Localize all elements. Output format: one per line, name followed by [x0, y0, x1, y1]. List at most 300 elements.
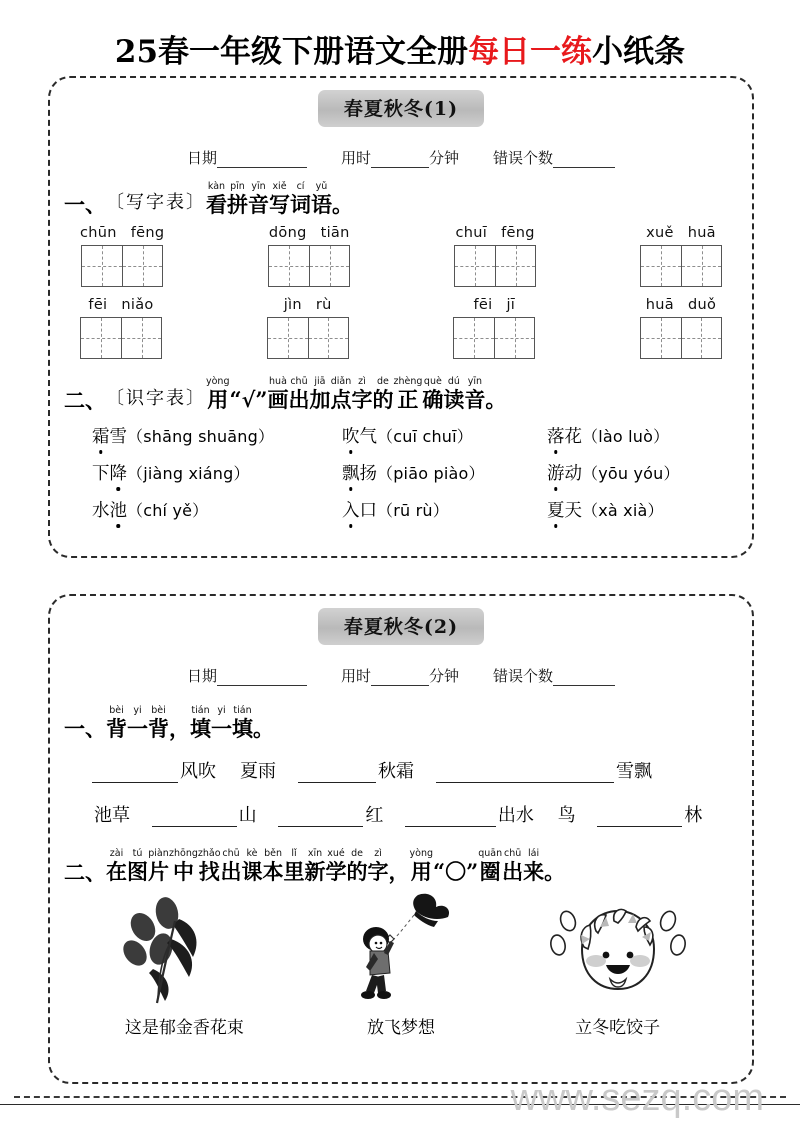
ruby-char [148, 848, 169, 885]
tianzige-row-1 [50, 225, 752, 287]
target-word [92, 497, 127, 522]
errors-field [493, 147, 615, 168]
title-highlight: 每日一练 [468, 34, 593, 70]
ruby-char [232, 706, 253, 739]
hanzi-char: 看 [206, 192, 227, 217]
time-label-2: 用时 [340, 667, 371, 685]
pinyin-annotation: yòng [409, 848, 434, 860]
word-pinyin [284, 297, 332, 313]
hanzi-char: 里 [283, 859, 305, 885]
ruby-char [127, 706, 148, 739]
pinyin-annotation: lái [528, 848, 540, 860]
ruby-char [148, 706, 169, 739]
pronunciation-row-1 [50, 423, 752, 448]
dotted-char: 入 [342, 497, 360, 522]
errors-label-2: 错误个数 [493, 667, 554, 685]
pinyin-syllable: niǎo [121, 297, 154, 314]
ruby-char [229, 377, 268, 413]
ruby-char [267, 376, 289, 413]
pinyin-syllable: rù [315, 297, 332, 314]
target-word [547, 497, 582, 522]
fill-row-text: 秋霜 [378, 761, 414, 783]
tianzige-box[interactable] [640, 245, 722, 287]
pinyin-annotation: dú [447, 376, 460, 388]
word-pinyin [473, 297, 515, 313]
title-prefix: 25春一年级下册语文全册 [114, 34, 469, 70]
pinyin-annotation: zài [109, 848, 124, 860]
pinyin-syllable: chūn [80, 225, 117, 242]
hanzi-char: 圈 [479, 859, 501, 885]
pinyin-annotation: chū [290, 376, 308, 388]
dotted-char: 落 [547, 423, 565, 448]
fill-row-text: 雪飘 [616, 761, 652, 783]
pronunciation-choice-item[interactable] [342, 423, 547, 448]
pinyin-syllable: huā [687, 225, 716, 242]
tianzige-square[interactable] [269, 246, 309, 286]
fill-row-text: 鸟 [557, 805, 576, 827]
picture-group [50, 889, 752, 1038]
ruby-char [190, 706, 211, 739]
answer-blank[interactable] [152, 810, 237, 827]
pinyin-annotation: zhōng [169, 848, 198, 860]
pinyin-annotation: zì [358, 376, 366, 388]
word-char: 口 [359, 500, 377, 521]
q2-tag: 〔识字表〕 [106, 387, 206, 408]
word-char: 花 [564, 426, 582, 447]
hanzi-char: 出 [502, 859, 524, 885]
date-field-2 [187, 665, 307, 686]
hanzi-char: 用 [207, 387, 229, 413]
hanzi-char: 找 [198, 859, 220, 885]
pinyin-syllable: fēng [501, 225, 535, 242]
ruby-char [241, 848, 263, 885]
word-pinyin [646, 225, 716, 241]
pinyin-annotation: yòng [206, 376, 230, 388]
dotted-char: 飘 [342, 460, 360, 485]
reading-options[interactable]: （rū rù） [377, 500, 449, 520]
sheet2-header [50, 608, 752, 645]
ruby-char [206, 182, 227, 215]
hanzi-char: 出 [220, 859, 242, 885]
pronunciation-row-3 [50, 497, 752, 522]
hanzi-char: 字 [367, 859, 389, 885]
hanzi-char: 在 [106, 859, 127, 885]
hanzi-char: 。 [485, 387, 507, 413]
answer-blank[interactable] [522, 766, 614, 783]
answer-blank[interactable] [278, 810, 363, 827]
errors-field-2 [493, 665, 615, 686]
pronunciation-choice-item[interactable] [342, 460, 547, 485]
pinyin-syllable: chuī [455, 225, 488, 242]
tianzige-square[interactable] [309, 246, 349, 286]
reading-options[interactable]: （lào luò） [582, 426, 670, 446]
ruby-char [288, 376, 310, 413]
pinyin-annotation: yīn [467, 376, 483, 388]
target-word [92, 460, 127, 485]
hanzi-char: 背 [148, 716, 169, 741]
pinyin-annotation: xīn [307, 848, 323, 860]
answer-blank[interactable] [405, 810, 496, 827]
tianzige-square[interactable] [454, 318, 494, 358]
title-suffix: 小纸条 [592, 34, 686, 70]
tianzige-box[interactable] [81, 245, 163, 287]
target-word [342, 460, 377, 485]
word-char: 气 [359, 426, 377, 447]
dotted-char: 池 [110, 497, 128, 522]
hanzi-char: 一 [211, 716, 232, 741]
hanzi-char: 拼 [227, 192, 248, 217]
tianzige-cell[interactable] [640, 297, 722, 359]
time-blank[interactable] [371, 154, 429, 168]
reading-options[interactable]: （yōu yóu） [582, 463, 680, 483]
date-blank[interactable] [217, 154, 307, 168]
ruby-char [262, 848, 284, 885]
pronunciation-choice-item[interactable] [547, 460, 680, 485]
tianzige-square[interactable] [494, 318, 534, 358]
pinyin-annotation: zhèng [393, 376, 423, 388]
hanzi-char: 音 [248, 192, 269, 217]
fill-row-text: 风吹 [180, 761, 216, 783]
pinyin-annotation: pīn [230, 181, 245, 192]
ruby-char [351, 376, 373, 413]
word-char: 扬 [359, 463, 377, 484]
tianzige-square[interactable] [681, 318, 721, 358]
hanzi-char: 的 [346, 859, 368, 885]
tianzige-square[interactable] [641, 246, 681, 286]
fill-row-text: 池草 [94, 805, 130, 827]
kite-flying-child-icon [306, 889, 496, 1009]
errors-blank-2[interactable] [553, 672, 615, 686]
ruby-char [388, 849, 410, 885]
word-pinyin [80, 225, 164, 241]
tianzige-square[interactable] [681, 246, 721, 286]
hanzi-char: “〇” [433, 859, 479, 885]
hanzi-char: 填 [232, 716, 253, 741]
pinyin-annotation: běn [264, 848, 282, 860]
pinyin-annotation: chū [503, 848, 522, 860]
tianzige-square[interactable] [81, 318, 121, 358]
pinyin-syllable: xuě [646, 225, 674, 242]
time-blank-2[interactable] [371, 672, 429, 686]
s2-q1-text-with-pinyin [106, 706, 274, 739]
dotted-char: 降 [110, 460, 128, 485]
errors-label: 错误个数 [493, 149, 554, 167]
sheet1-q2-heading [50, 376, 752, 413]
errors-blank[interactable] [553, 154, 615, 168]
hanzi-char: 画 [267, 387, 289, 413]
target-word [92, 423, 127, 448]
reading-options[interactable]: （shāng shuāng） [127, 426, 275, 446]
hanzi-char: 写 [269, 192, 290, 217]
tianzige-box[interactable] [454, 245, 536, 287]
page-title [0, 0, 800, 71]
worksheet-card-2 [48, 594, 754, 1084]
dotted-char: 游 [547, 460, 565, 485]
target-word [547, 423, 582, 448]
tianzige-cell[interactable] [80, 225, 164, 287]
tianzige-cell[interactable] [268, 225, 350, 287]
time-field-2 [341, 665, 459, 686]
tianzige-square[interactable] [308, 318, 348, 358]
tianzige-row-2 [50, 297, 752, 359]
hanzi-char: 语 [311, 192, 332, 217]
ruby-char [443, 376, 465, 413]
word-char: 下 [92, 463, 110, 484]
fill-blank-row-2 [50, 801, 752, 827]
pinyin-annotation: piàn [148, 848, 169, 860]
tianzige-square[interactable] [455, 246, 495, 286]
ruby-char [346, 848, 368, 885]
pinyin-syllable: duǒ [687, 297, 717, 314]
hanzi-char: 点 [330, 387, 352, 413]
ruby-char [206, 376, 230, 413]
date-label-2: 日期 [186, 667, 217, 685]
ruby-char [311, 182, 332, 215]
pinyin-annotation: què [423, 376, 442, 388]
sheet2-q1-heading [50, 705, 752, 742]
dotted-char: 夏 [547, 497, 565, 522]
hanzi-char: “√” [229, 387, 268, 413]
pinyin-annotation: zhǎo [197, 848, 221, 860]
ruby-char [433, 849, 479, 885]
sheet2-q2-heading [50, 848, 752, 885]
sheet1-header [50, 90, 752, 127]
ruby-char [269, 182, 290, 215]
pinyin-annotation: de [351, 848, 363, 860]
word-char: 动 [564, 463, 582, 484]
word-pinyin [88, 297, 153, 313]
q1-text-with-pinyin [206, 182, 353, 215]
sheet1-q1-heading [50, 181, 752, 218]
pronunciation-choice-item[interactable] [92, 497, 342, 522]
pinyin-annotation: chū [222, 848, 240, 860]
pinyin-annotation: huà [269, 376, 287, 388]
pinyin-annotation: yi [133, 705, 142, 716]
tianzige-square[interactable] [121, 318, 161, 358]
time-field [341, 147, 459, 168]
tulip-bouquet-icon [89, 889, 279, 1009]
time-label: 用时 [340, 149, 371, 167]
ruby-char [304, 848, 326, 885]
tianzige-box[interactable] [80, 317, 162, 359]
ruby-char [169, 848, 198, 885]
hanzi-char: 本 [262, 859, 284, 885]
picture-item-2 [306, 889, 496, 1038]
pinyin-annotation: zì [374, 848, 382, 860]
reading-options[interactable]: （piāo piào） [377, 463, 485, 483]
tianzige-box[interactable] [267, 317, 349, 359]
pinyin-annotation: lǐ [291, 848, 297, 860]
sheet2-meta-row [50, 665, 752, 686]
hanzi-char: 一 [127, 716, 148, 741]
dumpling-face-icon [523, 889, 713, 1009]
hanzi-char: 。 [253, 716, 274, 741]
ruby-char [409, 848, 434, 885]
pinyin-annotation: yǔ [315, 181, 328, 192]
fill-row-text: 林 [684, 805, 703, 827]
date-blank-2[interactable] [217, 672, 307, 686]
hanzi-char: 确 [422, 387, 444, 413]
reading-options[interactable]: （jiàng xiáng） [127, 463, 250, 483]
pinyin-annotation: kè [246, 848, 258, 860]
dotted-char: 霜 [92, 423, 110, 448]
reading-options[interactable]: （chí yě） [127, 500, 209, 520]
ruby-char [106, 706, 127, 739]
pinyin-annotation: yīn [251, 181, 266, 192]
picture-caption-2: 放飞梦想 [366, 1017, 435, 1038]
hanzi-char: 词 [290, 192, 311, 217]
pinyin-syllable: huā [645, 297, 674, 314]
pinyin-syllable: jī [506, 297, 516, 314]
fill-row-text: 红 [365, 805, 384, 827]
pinyin-annotation: tián [191, 705, 210, 716]
answer-blank[interactable] [298, 766, 376, 783]
ruby-char [502, 848, 524, 885]
pinyin-syllable: tiān [320, 225, 350, 242]
hanzi-char: 课 [241, 859, 263, 885]
pronunciation-choice-item[interactable] [547, 423, 669, 448]
minutes-label-2: 分钟 [429, 667, 460, 685]
hanzi-char: 新 [304, 859, 326, 885]
pinyin-annotation: cí [296, 181, 305, 192]
tianzige-square[interactable] [641, 318, 681, 358]
s2-q1-number: 一、 [64, 716, 106, 742]
pinyin-annotation: tú [132, 848, 143, 860]
tianzige-square[interactable] [268, 318, 308, 358]
hanzi-char: 字 [351, 387, 373, 413]
pinyin-annotation: de [377, 376, 389, 388]
ruby-char [332, 182, 353, 215]
ruby-char [372, 376, 394, 413]
pronunciation-choice-item[interactable] [547, 497, 664, 522]
pinyin-annotation: tián [233, 705, 252, 716]
hanzi-char: 来 [523, 859, 545, 885]
pinyin-annotation: yi [217, 705, 226, 716]
word-char: 水 [92, 500, 110, 521]
tianzige-cell[interactable] [640, 225, 722, 287]
pinyin-syllable: fēng [130, 225, 165, 242]
ruby-char [106, 848, 127, 885]
pinyin-annotation: bèi [109, 705, 124, 716]
ruby-char [283, 848, 305, 885]
pinyin-annotation: quān [478, 848, 503, 860]
q2-text-with-pinyin [206, 376, 507, 413]
target-word [342, 423, 377, 448]
hanzi-char: 背 [106, 716, 127, 741]
answer-blank[interactable] [597, 810, 682, 827]
pinyin-syllable: jìn [283, 297, 302, 314]
tianzige-box[interactable] [453, 317, 535, 359]
ruby-char [169, 706, 190, 739]
sheet1-meta-row [50, 147, 752, 168]
hanzi-char: ， [169, 716, 190, 741]
hanzi-char: 中 [172, 859, 194, 885]
pronunciation-choice-item[interactable] [342, 497, 547, 522]
sheet1-title-chip: 春夏秋冬(1) [318, 90, 484, 127]
pinyin-annotation: bèi [151, 705, 166, 716]
hanzi-char: 用 [410, 859, 432, 885]
pinyin-syllable: fēi [473, 297, 493, 314]
date-label: 日期 [186, 149, 217, 167]
fill-row-text: 出水 [497, 805, 534, 827]
date-field [187, 147, 307, 168]
hanzi-char: 加 [309, 387, 331, 413]
pinyin-annotation: xué [327, 848, 345, 860]
tianzige-square[interactable] [495, 246, 535, 286]
fill-blank-row-1 [50, 757, 752, 783]
ruby-char [220, 848, 242, 885]
hanzi-char: 出 [288, 387, 310, 413]
ruby-char [393, 376, 423, 413]
answer-blank[interactable] [92, 766, 178, 783]
sheet2-title-chip: 春夏秋冬(2) [318, 608, 484, 645]
word-char: 天 [564, 500, 582, 521]
ruby-char [485, 377, 507, 413]
q1-number: 一、 [64, 192, 106, 218]
picture-caption-3: 立冬吃饺子 [575, 1017, 661, 1038]
pinyin-annotation: kàn [207, 181, 226, 192]
ruby-char [544, 849, 566, 885]
ruby-char [197, 848, 221, 885]
s2-q2-text-with-pinyin [106, 848, 566, 885]
ruby-char [523, 848, 545, 885]
pronunciation-choice-item[interactable] [92, 460, 342, 485]
pinyin-annotation: xiě [272, 181, 287, 192]
hanzi-char: 图 [127, 859, 148, 885]
word-char: 雪 [109, 426, 127, 447]
pinyin-syllable: fēi [88, 297, 108, 314]
reading-options[interactable]: （xà xià） [582, 500, 664, 520]
hanzi-char: 学 [325, 859, 347, 885]
hanzi-char: 填 [190, 716, 211, 741]
hanzi-char: 。 [332, 192, 353, 217]
ruby-char [253, 706, 274, 739]
tianzige-box[interactable] [268, 245, 350, 287]
target-word [547, 460, 582, 485]
ruby-char [227, 182, 248, 215]
tianzige-cell[interactable] [453, 297, 535, 359]
ruby-char [325, 848, 347, 885]
pronunciation-row-2 [50, 460, 752, 485]
tianzige-cell[interactable] [454, 225, 536, 287]
pinyin-annotation: jiā [314, 376, 326, 388]
tianzige-square[interactable] [82, 246, 122, 286]
hanzi-char: 。 [544, 859, 566, 885]
ruby-char [422, 376, 444, 413]
tianzige-cell[interactable] [267, 297, 349, 359]
answer-blank[interactable] [436, 766, 522, 783]
hanzi-char: 的 [372, 387, 394, 413]
hanzi-char: 读 [443, 387, 465, 413]
reading-options[interactable]: （cuī chuī） [377, 426, 473, 446]
hanzi-char: ， [388, 859, 410, 885]
s2-q2-number: 二、 [64, 859, 106, 885]
ruby-char [248, 182, 269, 215]
tianzige-box[interactable] [640, 317, 722, 359]
hanzi-char: 正 [397, 387, 419, 413]
dotted-char: 吹 [342, 423, 360, 448]
minutes-label: 分钟 [429, 149, 460, 167]
q2-number: 二、 [64, 387, 106, 413]
worksheet-card-1 [48, 76, 754, 558]
pronunciation-choice-item[interactable] [92, 423, 342, 448]
tianzige-cell[interactable] [80, 297, 162, 359]
ruby-char [478, 848, 503, 885]
pinyin-annotation: diǎn [330, 376, 352, 388]
ruby-char [211, 706, 232, 739]
ruby-char [464, 376, 486, 413]
tianzige-square[interactable] [122, 246, 162, 286]
